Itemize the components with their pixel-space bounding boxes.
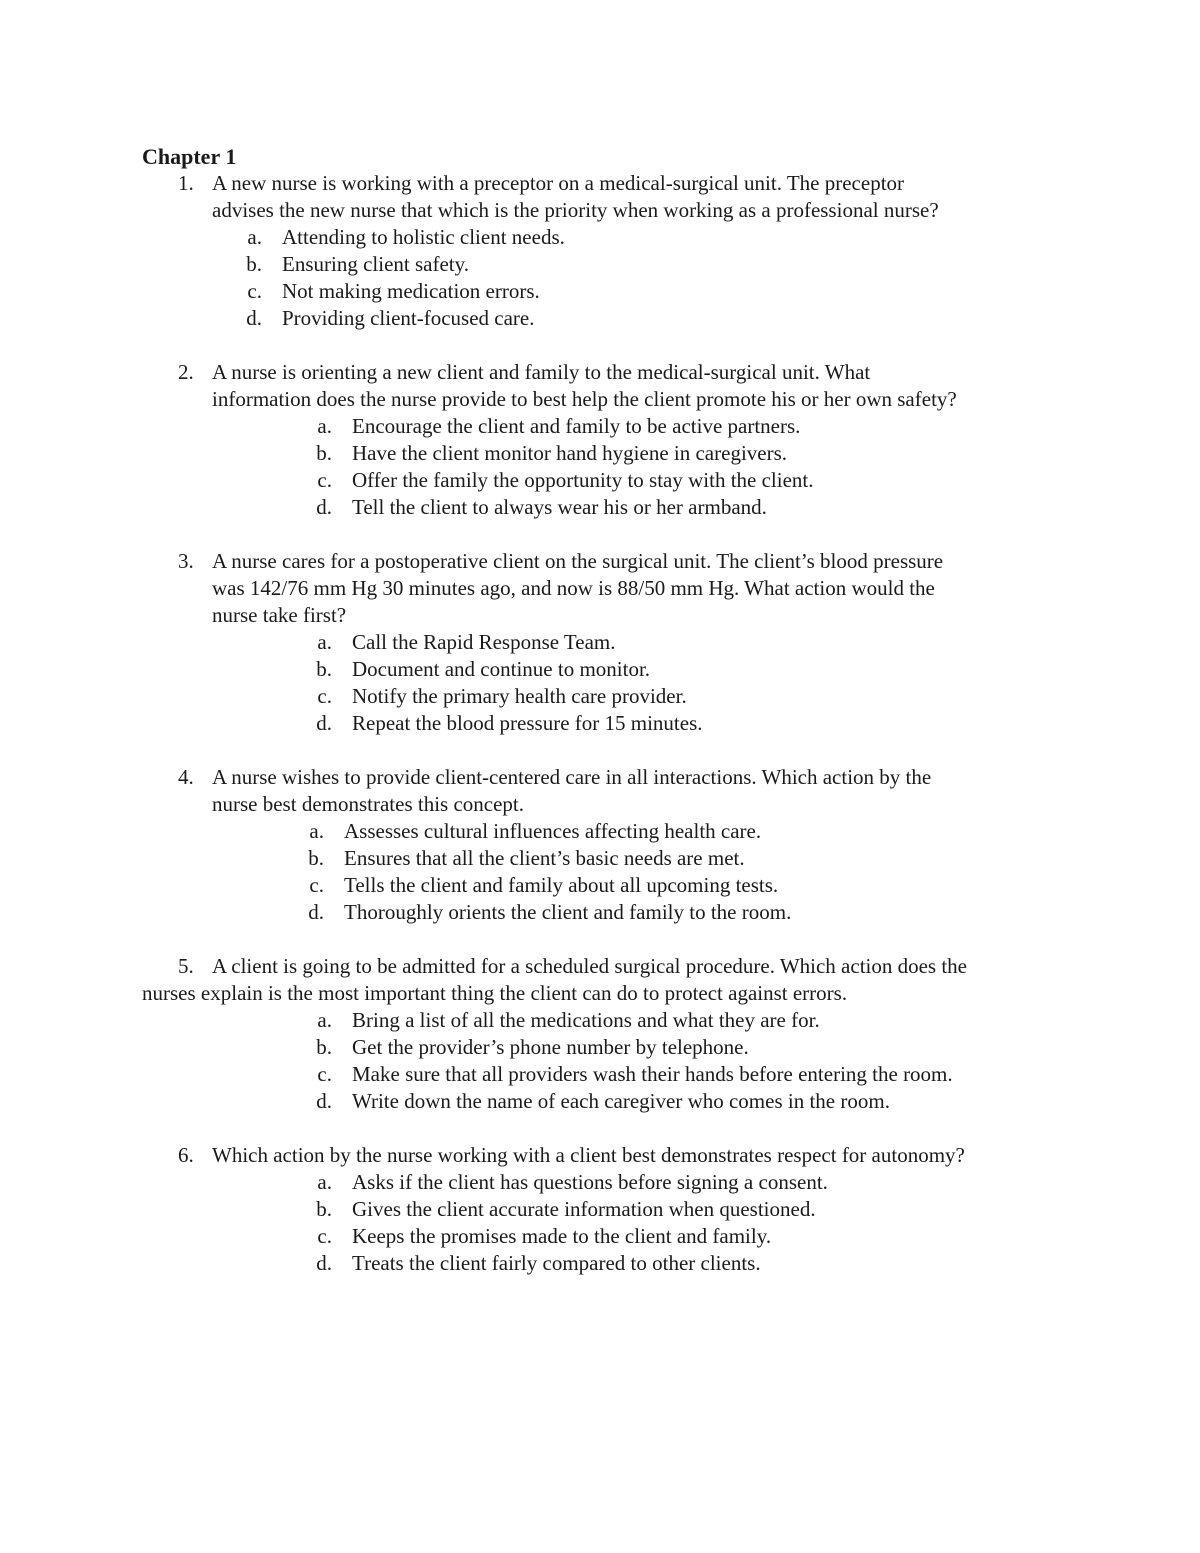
option-letter: b.	[316, 1035, 332, 1059]
question-text-line: nurse best demonstrates this concept.	[212, 792, 525, 816]
option-letter: a.	[317, 414, 332, 438]
answer-option	[142, 656, 1072, 683]
option-letter: a.	[309, 819, 324, 843]
question-text-line: A new nurse is working with a preceptor on a medical-surgical unit. The preceptor	[212, 171, 905, 195]
option-text: Encourage the client and family to be active partners.	[352, 414, 801, 438]
option-letter: a.	[247, 225, 262, 249]
option-text: Make sure that all providers wash their hands before entering the room.	[352, 1062, 953, 1086]
answer-option	[142, 710, 1072, 737]
question-text-line: A client is going to be admitted for a scheduled surgical procedure. Which action does the	[212, 954, 968, 978]
option-letter: b.	[246, 252, 262, 276]
option-text: Providing client-focused care.	[282, 306, 535, 330]
document-page	[142, 143, 1072, 1277]
option-letter: d.	[246, 306, 262, 330]
answer-option	[142, 1061, 1072, 1088]
answer-option	[142, 1250, 1072, 1277]
option-letter: b.	[316, 657, 332, 681]
option-text: Attending to holistic client needs.	[282, 225, 565, 249]
answer-option	[142, 1088, 1072, 1115]
answer-option	[142, 872, 1072, 899]
option-text: Ensuring client safety.	[282, 252, 470, 276]
option-text: Get the provider’s phone number by telephone.	[352, 1035, 749, 1059]
question-text-line: information does the nurse provide to best help the client promote his or her own safety?	[212, 387, 957, 411]
chapter-title: Chapter 1	[142, 144, 237, 169]
option-letter: a.	[317, 1170, 332, 1194]
answer-option	[142, 494, 1072, 521]
option-letter: b.	[316, 441, 332, 465]
question-number: 5.	[178, 954, 194, 978]
question-text-line: A nurse wishes to provide client-centered care in all interactions. Which action by the	[212, 765, 932, 789]
option-text: Treats the client fairly compared to other clients.	[352, 1251, 761, 1275]
answer-option	[142, 467, 1072, 494]
option-letter: c.	[317, 684, 332, 708]
question-text-line: advises the new nurse that which is the priority when working as a professional nurse?	[212, 198, 939, 222]
question-3	[142, 548, 1072, 737]
option-text: Document and continue to monitor.	[352, 657, 651, 681]
answer-option	[142, 845, 1072, 872]
option-text: Repeat the blood pressure for 15 minutes.	[352, 711, 703, 735]
option-letter: c.	[317, 1224, 332, 1248]
option-letter: c.	[317, 468, 332, 492]
answer-option	[142, 1169, 1072, 1196]
option-letter: d.	[316, 1089, 332, 1113]
option-text: Gives the client accurate information when questioned.	[352, 1197, 816, 1221]
question-number: 3.	[178, 549, 194, 573]
answer-option	[142, 305, 1072, 332]
answer-option	[142, 413, 1072, 440]
option-text: Ensures that all the client’s basic needs are met.	[344, 846, 745, 870]
option-letter: b.	[308, 846, 324, 870]
answer-option	[142, 899, 1072, 926]
option-letter: d.	[316, 1251, 332, 1275]
question-text-line: nurse take first?	[212, 603, 347, 627]
question-text-line: A nurse is orienting a new client and family to the medical-surgical unit. What	[212, 360, 871, 384]
question-2	[142, 359, 1072, 521]
option-letter: d.	[308, 900, 324, 924]
question-number: 1.	[178, 171, 194, 195]
answer-option	[142, 1034, 1072, 1061]
question-number: 6.	[178, 1143, 194, 1167]
answer-option	[142, 440, 1072, 467]
answer-option	[142, 224, 1072, 251]
answer-option	[142, 1223, 1072, 1250]
option-letter: c.	[247, 279, 262, 303]
option-text: Have the client monitor hand hygiene in caregivers.	[352, 441, 788, 465]
option-text: Call the Rapid Response Team.	[352, 630, 616, 654]
option-letter: d.	[316, 711, 332, 735]
option-letter: c.	[309, 873, 324, 897]
question-text-line: was 142/76 mm Hg 30 minutes ago, and now is 88/50 mm Hg. What action would the	[212, 576, 935, 600]
question-4	[142, 764, 1072, 926]
option-text: Keeps the promises made to the client and family.	[352, 1224, 772, 1248]
answer-option	[142, 629, 1072, 656]
question-number: 4.	[178, 765, 194, 789]
option-text: Notify the primary health care provider.	[352, 684, 687, 708]
option-text: Write down the name of each caregiver who comes in the room.	[352, 1089, 890, 1113]
question-text-line: nurses explain is the most important thing the client can do to protect against errors.	[142, 981, 848, 1005]
option-text: Asks if the client has questions before signing a consent.	[352, 1170, 828, 1194]
option-letter: a.	[317, 1008, 332, 1032]
option-text: Assesses cultural influences affecting health care.	[344, 819, 762, 843]
option-text: Tell the client to always wear his or her armband.	[352, 495, 767, 519]
answer-option	[142, 683, 1072, 710]
option-text: Bring a list of all the medications and what they are for.	[352, 1008, 820, 1032]
option-letter: d.	[316, 495, 332, 519]
question-text-line: A nurse cares for a postoperative client on the surgical unit. The client’s blood pressure	[212, 549, 944, 573]
question-number: 2.	[178, 360, 194, 384]
option-text: Not making medication errors.	[282, 279, 540, 303]
question-6	[142, 1142, 1072, 1277]
option-text: Offer the family the opportunity to stay with the client.	[352, 468, 814, 492]
option-letter: c.	[317, 1062, 332, 1086]
question-5	[142, 953, 1072, 1115]
answer-option	[142, 278, 1072, 305]
option-text: Tells the client and family about all upcoming tests.	[344, 873, 779, 897]
option-letter: a.	[317, 630, 332, 654]
option-text: Thoroughly orients the client and family to the room.	[344, 900, 792, 924]
answer-option	[142, 818, 1072, 845]
option-letter: b.	[316, 1197, 332, 1221]
question-text-line: Which action by the nurse working with a client best demonstrates respect for autonomy?	[212, 1143, 965, 1167]
answer-option	[142, 1007, 1072, 1034]
question-1	[142, 170, 1072, 332]
answer-option	[142, 1196, 1072, 1223]
answer-option	[142, 251, 1072, 278]
